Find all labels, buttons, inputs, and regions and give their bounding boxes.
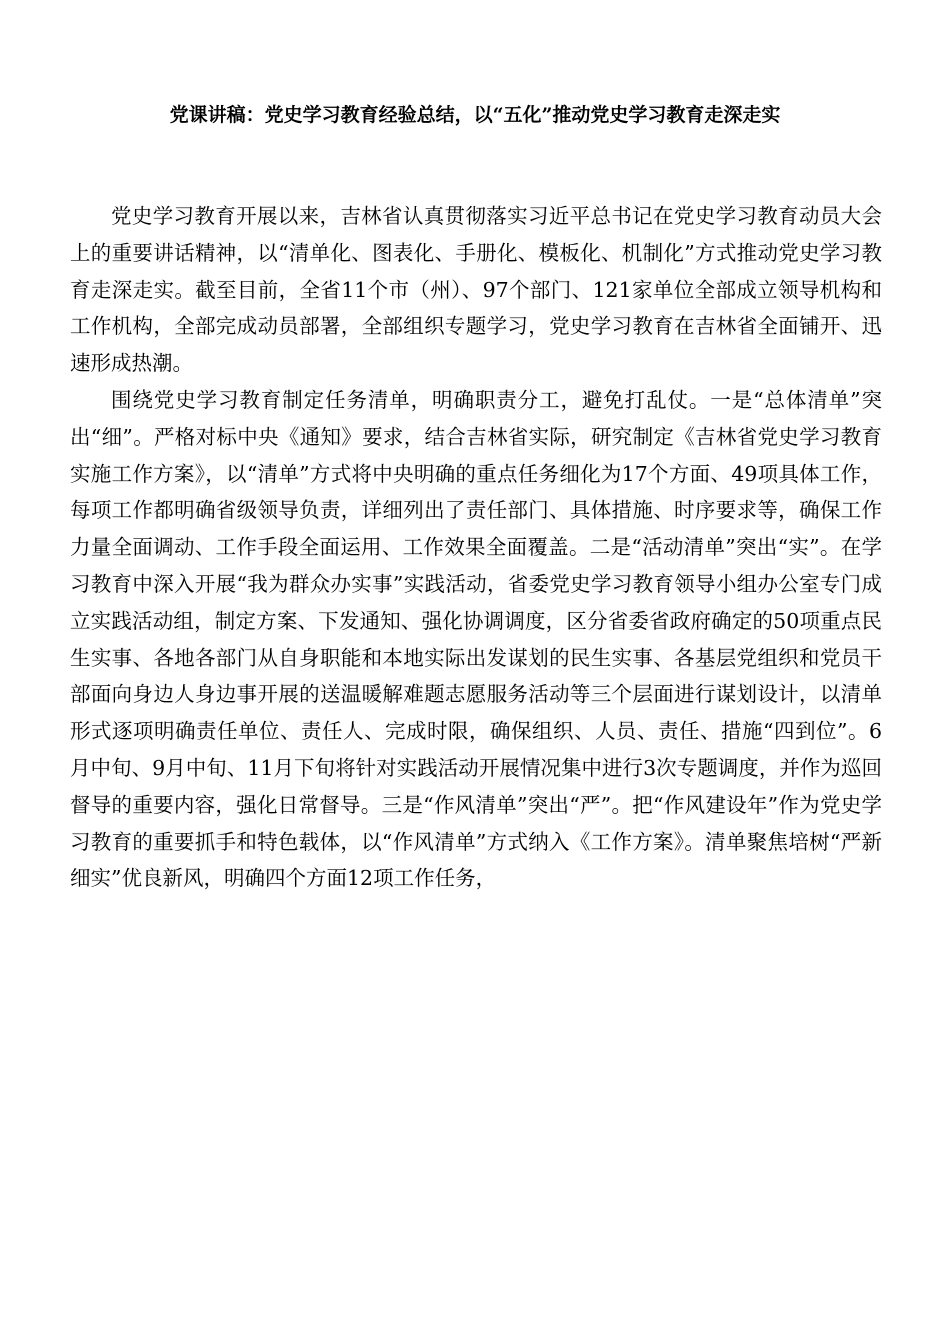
document-title: 党课讲稿：党史学习教育经验总结，以“五化”推动党史学习教育走深走实 <box>169 104 781 126</box>
paragraph-2: 围绕党史学习教育制定任务清单，明确职责分工，避免打乱仗。一是“总体清单”突出“细”。严格对标中央《通知》要求，结合吉林省实际，研究制定《吉林省党史学习教育实施工作方案》，以“清单”方式将中央明确的重点任务细化为17个方面、49项具体工作，每项工作都明确省级领导负责，详细列出了责任部门、具体措施、时序要求等，确保工作力量全面调动、工作手段全面运用、工作效果全面覆盖。二是“活动清单”突出“实”。在学习教育中深入开展“我为群众办实事”实践活动，省委党史学习教育领导小组办公室专门成立实践活动组，制定方案、下发通知、强化协调调度，区分省委省政府确定的50项重点民生实事、各地各部门从自身职能和本地实际出发谋划的民生实事、各基层党组织和党员干部面向身边人身边事开展的送温暖解难题志愿服务活动等三个层面进行谋划设计，以清单形式逐项明确责任单位、责任人、完成时限，确保组织、人员、责任、措施“四到位”。6月中旬、9月中旬、11月下旬将针对实践活动开展情况集中进行3次专题调度，并作为巡回督导的重要内容，强化日常督导。三是“作风清单”突出“严”。把“作风建设年”作为党史学习教育的重要抓手和特色载体，以“作风清单”方式纳入《工作方案》。清单聚焦培树“严新细实”优良新风，明确四个方面12项工作任务， <box>70 387 882 891</box>
paragraph-1: 党史学习教育开展以来，吉林省认真贯彻落实习近平总书记在党史学习教育动员大会上的重要讲话精神，以“清单化、图表化、手册化、模板化、机制化”方式推动党史学习教育走深走实。截至目前，全省11个市（州）、97个部门、121家单位全部成立领导机构和工作机构，全部完成动员部署，全部组织专题学习，党史学习教育在吉林省全面铺开、迅速形成热潮。 <box>70 204 882 376</box>
document-body <box>70 198 882 897</box>
